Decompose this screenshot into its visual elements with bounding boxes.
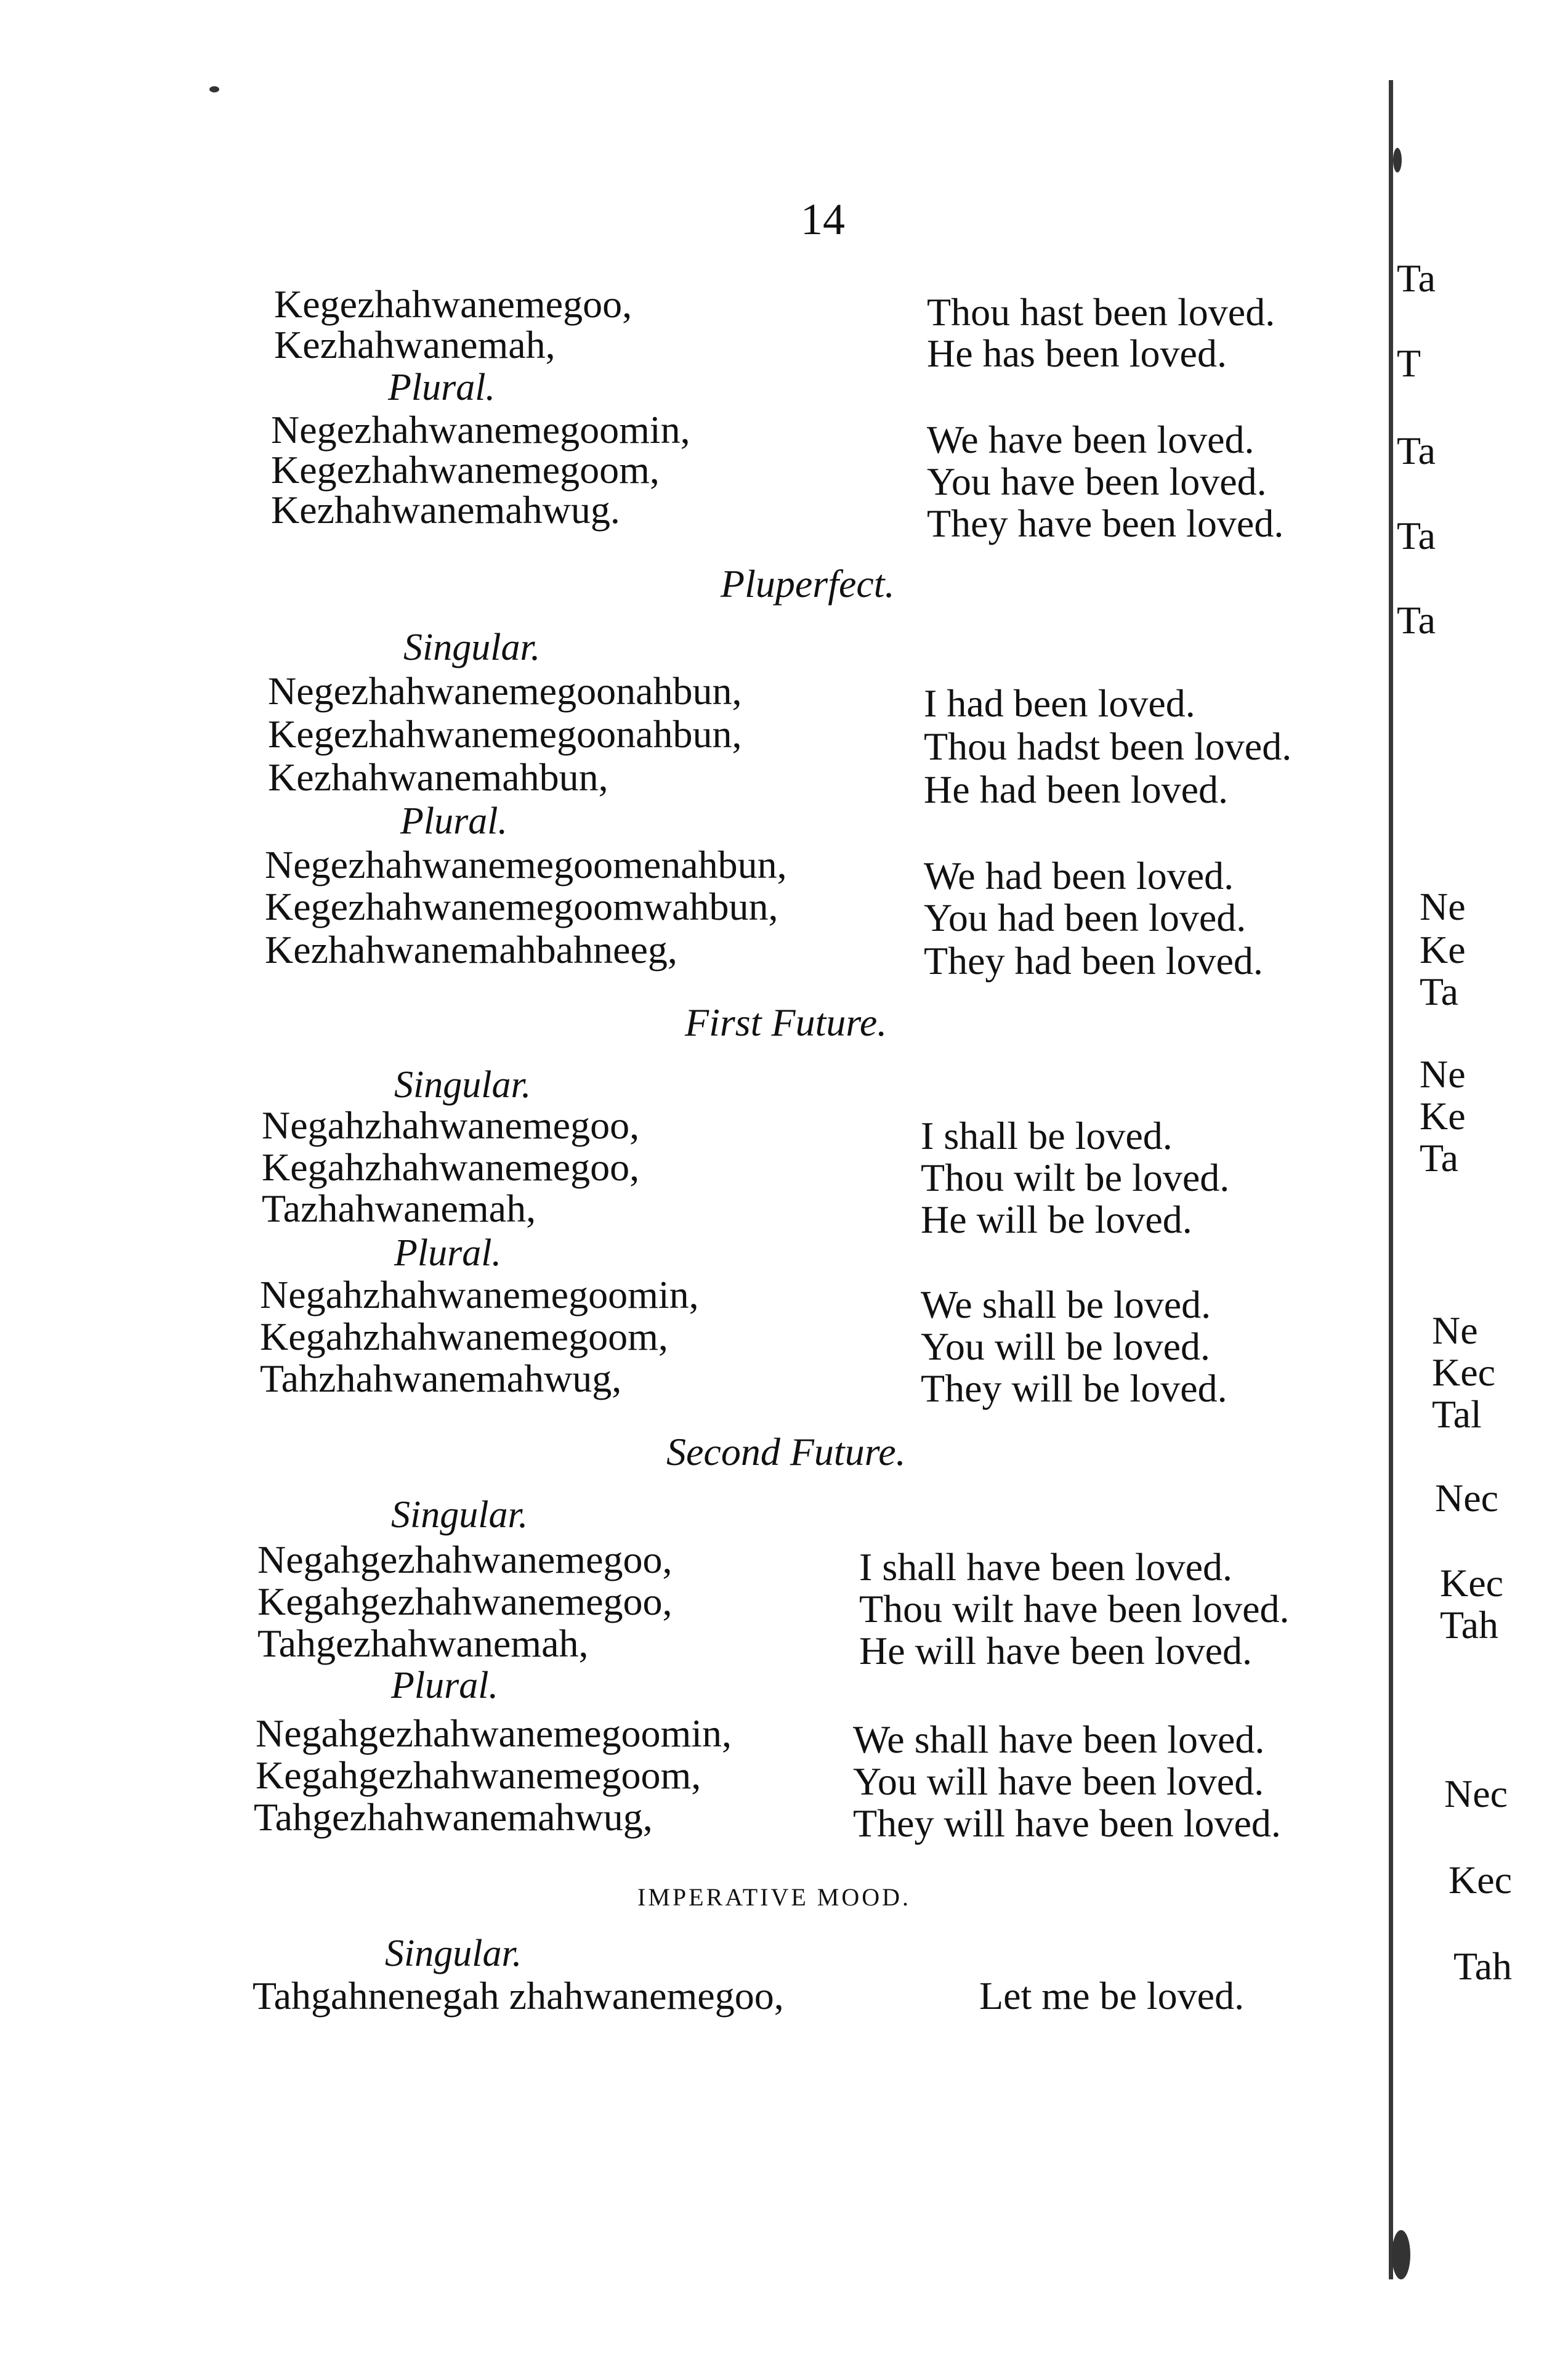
english-gloss: You have been loved. (927, 460, 1267, 503)
english-gloss: He will have been loved. (859, 1629, 1252, 1673)
english-gloss: He had been loved. (924, 768, 1229, 811)
tense-heading: First Future. (685, 1000, 887, 1044)
edge-speck (1393, 148, 1402, 172)
english-gloss: He will be loved. (921, 1198, 1192, 1241)
ojibwe-form: Tahgezhahwanemah, (257, 1621, 589, 1665)
ojibwe-form: Negahzhahwanemegoomin, (260, 1273, 699, 1316)
facing-page-fragment: Ne (1420, 1052, 1466, 1096)
facing-page-fragment: Kec (1449, 1858, 1513, 1902)
ojibwe-form: Kegahzhahwanemegoom, (260, 1315, 668, 1358)
ojibwe-form: Kezhahwanemahwug. (271, 488, 620, 532)
facing-page-fragment: Ta (1397, 256, 1436, 300)
english-gloss: Thou hast been loved. (927, 290, 1275, 334)
facing-page-fragment: Ke (1420, 1094, 1466, 1138)
number-label: Plural. (391, 1665, 498, 1706)
number-label: Plural. (394, 1232, 501, 1274)
ojibwe-form: Negahgezhahwanemegoomin, (256, 1711, 732, 1755)
english-gloss: Thou hadst been loved. (924, 724, 1292, 768)
english-gloss: You had been loved. (924, 896, 1247, 939)
english-gloss: We shall be loved. (921, 1283, 1211, 1326)
ojibwe-form: Negahgezhahwanemegoo, (257, 1538, 673, 1581)
page-edge (1389, 80, 1393, 2279)
english-gloss: Thou wilt have been loved. (859, 1587, 1290, 1631)
facing-page-fragment: Tah (1453, 1944, 1513, 1988)
ojibwe-form: Kegahgezhahwanemegoom, (256, 1753, 701, 1797)
edge-speck (209, 86, 219, 92)
ojibwe-form: Negezhahwanemegoomin, (271, 408, 690, 452)
number-label: Singular. (385, 1933, 522, 1974)
ojibwe-form: Kezhahwanemah, (274, 323, 556, 367)
facing-page-fragment: Ne (1432, 1308, 1478, 1352)
facing-page-fragment: Ta (1397, 429, 1436, 473)
number-label: Singular. (403, 627, 541, 668)
english-gloss: Thou wilt be loved. (921, 1156, 1230, 1199)
english-gloss: We have been loved. (927, 418, 1255, 461)
mood-heading: IMPERATIVE MOOD. (637, 1883, 911, 1911)
english-gloss: You will have been loved. (853, 1759, 1264, 1803)
facing-page-fragment: Nec (1444, 1772, 1508, 1815)
facing-page-fragment: Ta (1420, 970, 1459, 1013)
english-gloss: I had been loved. (924, 681, 1195, 725)
english-gloss: He has been loved. (927, 331, 1227, 375)
english-gloss: I shall have been loved. (859, 1545, 1232, 1589)
ojibwe-form: Tahzhahwanemahwug, (260, 1357, 622, 1400)
ojibwe-form: Kegezhahwanemegoom, (271, 448, 660, 492)
english-gloss: You will be loved. (921, 1324, 1210, 1368)
number-label: Plural. (388, 367, 495, 408)
ojibwe-form: Kezhahwanemahbahneeg, (265, 928, 677, 972)
english-gloss: They will have been loved. (853, 1801, 1281, 1845)
facing-page-fragment: Kec (1432, 1350, 1496, 1394)
ojibwe-form: Kegezhahwanemegoomwahbun, (265, 885, 778, 928)
ojibwe-form: Kezhahwanemahbun, (268, 755, 608, 799)
english-gloss: I shall be loved. (921, 1114, 1173, 1158)
english-gloss: We shall have been loved. (853, 1718, 1265, 1761)
ojibwe-form: Kegezhahwanemegoonahbun, (268, 712, 742, 756)
number-label: Plural. (400, 800, 507, 842)
ojibwe-form: Kegahgezhahwanemegoo, (257, 1580, 673, 1623)
ojibwe-form: Negahzhahwanemegoo, (262, 1103, 640, 1147)
tense-heading: Second Future. (666, 1430, 906, 1474)
english-gloss: We had been loved. (924, 854, 1234, 898)
facing-page-fragment: Kec (1440, 1561, 1504, 1605)
facing-page-fragment: Ta (1420, 1136, 1459, 1180)
ojibwe-form: Kegahzhahwanemegoo, (262, 1145, 640, 1189)
edge-speck (1392, 2230, 1410, 2279)
facing-page-fragment: Tah (1440, 1603, 1499, 1647)
facing-page-fragment: Ta (1397, 514, 1436, 558)
ojibwe-form: Negezhahwanemegoonahbun, (268, 669, 742, 713)
ojibwe-form: Tazhahwanemah, (262, 1187, 536, 1230)
english-gloss: They had been loved. (924, 939, 1263, 983)
ojibwe-form: Kegezhahwanemegoo, (274, 282, 632, 326)
ojibwe-form: Tahgezhahwanemahwug, (254, 1795, 653, 1839)
english-gloss: They have been loved. (927, 501, 1284, 545)
facing-page-fragment: Tal (1432, 1392, 1482, 1436)
facing-page-fragment: Nec (1435, 1476, 1499, 1520)
english-gloss: Let me be loved. (979, 1974, 1245, 2018)
ojibwe-form: Tahgahnenegah zhahwanemegoo, (253, 1974, 784, 2018)
ojibwe-form: Negezhahwanemegoomenahbun, (265, 843, 787, 886)
number-label: Singular. (394, 1064, 531, 1106)
english-gloss: They will be loved. (921, 1366, 1227, 1410)
facing-page-fragment: Ke (1420, 928, 1466, 972)
facing-page-fragment: Ta (1397, 598, 1436, 642)
facing-page-fragment: T (1397, 341, 1421, 385)
facing-page-fragment: Ne (1420, 885, 1466, 928)
page-number: 14 (801, 195, 845, 244)
number-label: Singular. (391, 1494, 528, 1536)
tense-heading: Pluperfect. (721, 562, 895, 606)
